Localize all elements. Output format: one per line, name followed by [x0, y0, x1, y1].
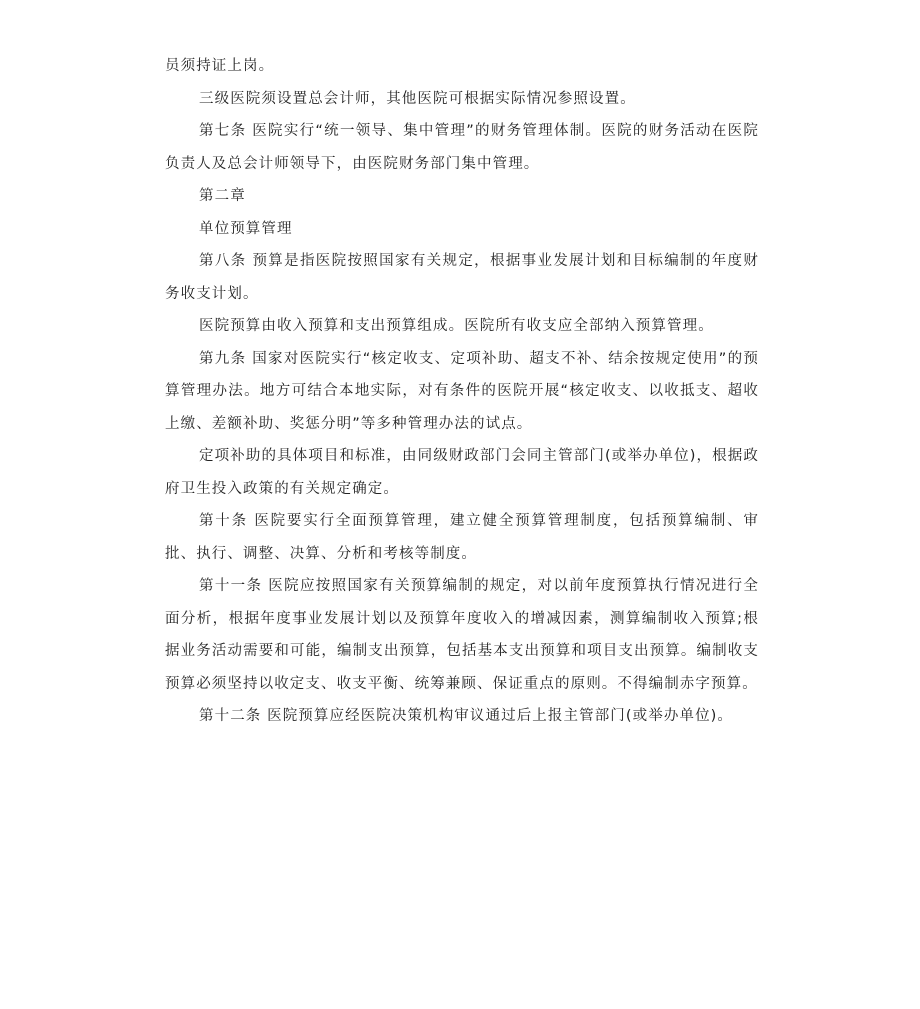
paragraph-article-11: 第十一条 医院应按照国家有关预算编制的规定，对以前年度预算执行情况进行全面分析，根据年度事业发展计划以及预算年度收入的增减因素，测算编制收入预算;根据业务活动需要和可能，编制支出预算，包括基本支出预算和项目支出预算。编制收支预算必须坚持以收定支、收支平衡、统筹兼顾、保证重点的原则。不得编制赤字预算。 — [165, 578, 759, 692]
paragraph-chief-accountant: 三级医院须设置总会计师，其他医院可根据实际情况参照设置。 — [199, 90, 636, 107]
paragraph-article-10: 第十条 医院要实行全面预算管理，建立健全预算管理制度，包括预算编制、审批、执行、调整、决算、分析和考核等制度。 — [165, 513, 759, 562]
paragraph-fixed-subsidy: 定项补助的具体项目和标准，由同级财政部门会同主管部门(或举办单位)，根据政府卫生投入政策的有关规定确定。 — [165, 448, 759, 497]
document-body — [165, 50, 759, 733]
paragraph-continuation: 员须持证上岗。 — [165, 58, 275, 74]
paragraph-article-9: 第九条 国家对医院实行“核定收支、定项补助、超支不补、结余按规定使用”的预算管理办法。地方可结合本地实际，对有条件的医院开展“核定收支、以收抵支、超收上缴、差额补助、奖惩分明”等多种管理办法的试点。 — [165, 350, 759, 432]
paragraph-article-8: 第八条 预算是指医院按照国家有关规定，根据事业发展计划和目标编制的年度财务收支计划。 — [165, 253, 759, 302]
paragraph-budget-composition: 医院预算由收入预算和支出预算组成。医院所有收支应全部纳入预算管理。 — [199, 318, 714, 334]
section-heading: 单位预算管理 — [199, 220, 293, 237]
paragraph-article-7: 第七条 医院实行“统一领导、集中管理”的财务管理体制。医院的财务活动在医院负责人及总会计师领导下，由医院财务部门集中管理。 — [165, 123, 759, 172]
paragraph-article-12: 第十二条 医院预算应经医院决策机构审议通过后上报主管部门(或举办单位)。 — [199, 708, 734, 724]
chapter-heading: 第二章 — [199, 188, 246, 204]
